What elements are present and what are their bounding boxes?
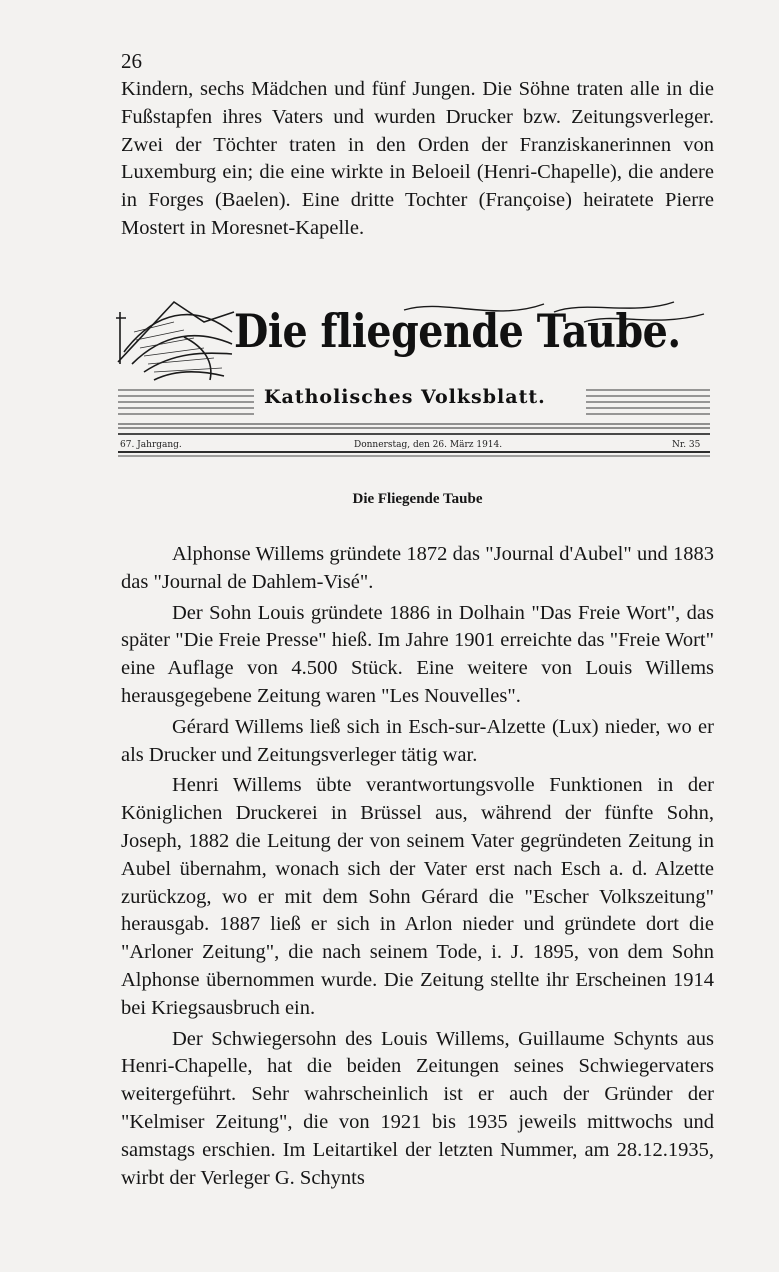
dateline-date: Donnerstag, den 26. März 1914. [354, 440, 503, 450]
bottom-text-block [121, 541, 714, 1192]
small-print-left [118, 390, 254, 414]
page-number: 26 [121, 49, 142, 73]
small-print-right [586, 390, 710, 414]
paragraph: Alphonse Willems gründete 1872 das "Journal d'Aubel" und 1883 das "Journal de Dahlem-Visé". [121, 543, 714, 593]
paragraph: Gérard Willems ließ sich in Esch-sur-Alzette (Lux) nieder, wo er als Drucker und Zeitungsverleger tätig war. [121, 715, 714, 766]
paragraph: Henri Willems übte verantwortungsvolle Funktionen in der Königlichen Druckerei in Brüssel aus, während der fünfte Sohn, Joseph, 1882 die Leitung der von seinem Vater gegründeten Zeitung in Aubel übernahm, wonach sich der Vater erst nach Esch a. d. Alzette zurückzog, wo er mit dem Sohn Gérard die "Escher Volkszeitung" herausgab. 1887 ließ er sich in Arlon nieder und gründete dort die "Arloner Zeitung", die nach seinem Tode, i. J. 1895, von dem Sohn Alphonse übernommen wurde. Die Zeitung stellte ihr Erscheinen 1914 bei Kriegsausbruch ein. [121, 774, 714, 1019]
newspaper-masthead-image [114, 292, 714, 460]
dateline-volume: 67. Jahrgang. [120, 440, 182, 450]
fine-print-band [118, 424, 710, 428]
dove-hatching [134, 322, 222, 372]
top-text-block [121, 76, 714, 243]
masthead-subtitle: Katholisches Volksblatt. [264, 386, 546, 408]
paragraph: Kindern, sechs Mädchen und fünf Jungen. Die Söhne traten alle in die Fußstapfen ihres Vaters und wurden Drucker bzw. Zeitungsverleger. Zwei der Töchter traten in den Orden der Franziskanerinnen von Luxemburg ein; die eine wirkte in Beloeil (Henri-Chapelle), die andere in Forges (Baelen). Eine dritte Tochter (Françoise) heiratete Pierre Mostert in Moresnet-Kapelle. [121, 78, 714, 239]
dateline-issue-number: Nr. 35 [672, 440, 701, 450]
image-caption: Die Fliegende Taube [352, 491, 483, 507]
masthead-title: Die fliegende Taube. [234, 304, 681, 358]
paragraph: Der Sohn Louis gründete 1886 in Dolhain "Das Freie Wort", das später "Die Freie Presse" hieß. Im Jahre 1901 erreichte das "Freie Wort" eine Auflage von 4.500 Stück. Eine weitere von Louis Willems herausgegebene Zeitung waren "Les Nouvelles". [121, 601, 714, 707]
paragraph: Der Schwiegersohn des Louis Willems, Guillaume Schynts aus Henri-Chapelle, hat die beiden Zeitungen seines Schwiegervaters weitergeführt. Sehr wahrscheinlich ist er auch der Gründer der "Kelmiser Zeitung", die von 1921 bis 1935 jeweils mittwochs und samstags erschien. Im Leitartikel der letzten Nummer, am 28.12.1935, wirbt der Verleger G. Schynts [121, 1027, 714, 1189]
